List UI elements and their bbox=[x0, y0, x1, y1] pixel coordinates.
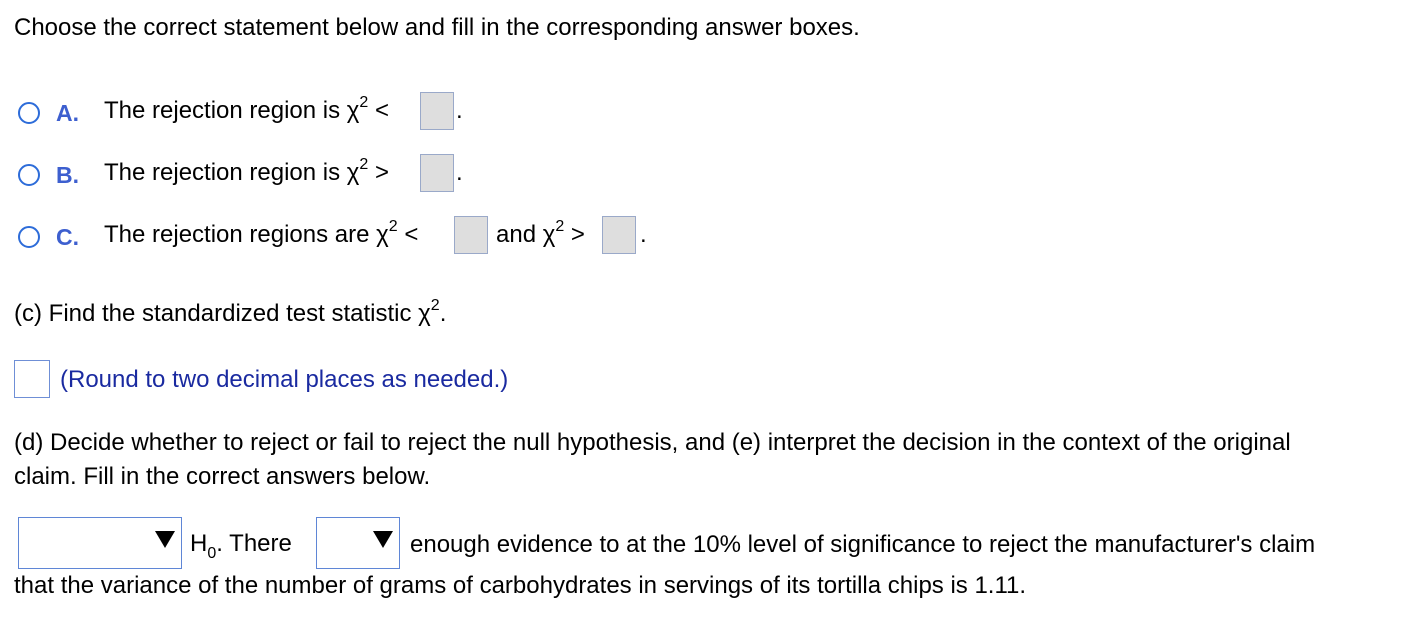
option-a-period: . bbox=[456, 97, 463, 124]
option-b-period: . bbox=[456, 159, 463, 186]
chi-symbol: χ bbox=[346, 159, 360, 186]
option-c-text: The rejection regions are $\chi^2$ < bbox=[104, 218, 419, 248]
option-b-text: The rejection region is $\chi^2$ > bbox=[104, 156, 389, 186]
part-c-prompt: (c) Find the standardized test statistic $\chi^2$. bbox=[14, 297, 447, 327]
chevron-down-icon bbox=[155, 531, 175, 548]
option-a-text: The rejection region is $\chi^2$ < bbox=[104, 94, 389, 124]
chi-symbol: χ bbox=[346, 97, 360, 124]
evidence-dropdown[interactable] bbox=[316, 517, 400, 569]
option-b-radio[interactable] bbox=[18, 164, 40, 186]
option-c-period: . bbox=[640, 221, 647, 248]
null-hypothesis-label: $H_0$. There bbox=[190, 530, 292, 562]
part-d-line1: (d) Decide whether to reject or fail to reject the null hypothesis, and (e) interpret the decision in the context of the original bbox=[14, 429, 1291, 456]
part-d-line2: claim. Fill in the correct answers below. bbox=[14, 463, 431, 490]
rounding-note: (Round to two decimal places as needed.) bbox=[60, 366, 509, 393]
part-d-sentence: enough evidence to at the 10% level of significance to reject the manufacturer's claim bbox=[410, 531, 1316, 558]
option-b-answer-box[interactable] bbox=[420, 154, 454, 192]
test-statistic-input[interactable] bbox=[14, 360, 50, 398]
chevron-down-icon bbox=[373, 531, 393, 548]
option-a-radio[interactable] bbox=[18, 102, 40, 124]
instruction-text: Choose the correct statement below and fill in the corresponding answer boxes. bbox=[14, 14, 860, 41]
option-c-letter: C. bbox=[56, 224, 79, 250]
option-c-radio[interactable] bbox=[18, 226, 40, 248]
option-c-text-2: and $\chi^2$ > bbox=[496, 218, 585, 248]
decision-dropdown[interactable] bbox=[18, 517, 182, 569]
option-c-lower-answer-box[interactable] bbox=[454, 216, 488, 254]
chi-symbol: χ bbox=[376, 221, 389, 248]
option-a-letter: A. bbox=[56, 100, 79, 126]
option-a-answer-box[interactable] bbox=[420, 92, 454, 130]
chi-symbol: χ bbox=[542, 221, 556, 248]
part-d-sentence-end: that the variance of the number of grams of carbohydrates in servings of its tortilla chips is 1.11. bbox=[14, 572, 1027, 599]
chi-symbol: χ bbox=[418, 300, 431, 327]
option-b-letter: B. bbox=[56, 162, 79, 188]
option-c-upper-answer-box[interactable] bbox=[602, 216, 636, 254]
